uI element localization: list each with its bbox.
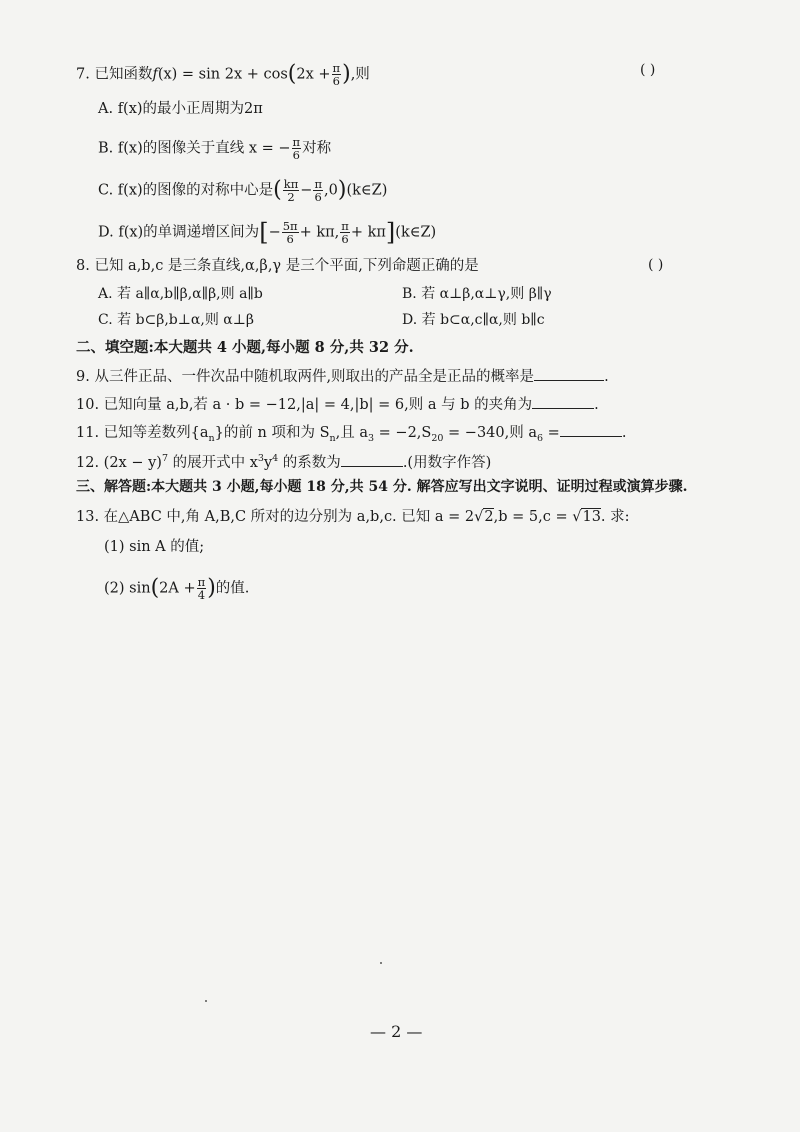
q13-part-2: (2) sin(2A + $\frac{\pi}{4}$ )的值. <box>104 575 250 602</box>
q13-stem: 13. 在△ABC 中,角 A,B,C 所对的边分别为 a,b,c. 已知 a = 2√2,b = 5,c = √13. 求: <box>76 509 630 525</box>
q7-option-d: D. f(x)的单调递增区间为[− $\frac{5\pi}{6}$ + kπ, $\frac{\pi}{6}$ + kπ](k∈Z) <box>98 218 437 247</box>
q7-option-c: C. f(x)的图像的对称中心是( $\frac{k\pi}{2}$ − $\frac{\pi}{6}$ ,0)(k∈Z) <box>98 177 388 204</box>
answer-blank <box>341 452 403 467</box>
section-3-heading: 三、解答题:本大题共 3 小题,每小题 18 分,共 54 分. 解答应写出文字说明、证明过程或演算步骤. <box>76 479 688 495</box>
page-number: — 2 — <box>370 1022 423 1041</box>
scan-speck <box>205 1000 207 1002</box>
q10: 10. 已知向量 a,b,若 a · b = −12,|a| = 4,|b| = 6,则 a 与 b 的夹角为 . <box>76 394 599 414</box>
q7-option-b: B. f(x)的图像关于直线 x = − $\frac{\pi}{6}$ 对称 <box>98 135 332 162</box>
pi-over-6: $\frac{\pi}{6}$ <box>332 61 341 88</box>
answer-blank <box>532 394 594 409</box>
answer-blank <box>560 422 622 437</box>
answer-blank <box>534 366 604 381</box>
q11: 11. 已知等差数列$\{a_n\}$的前 n 项和为 $S_n$,且 $a_3 = -2,S_{20} = -340$,则 $a_6$ = . <box>76 422 626 448</box>
q8-answer-paren: ( ) <box>648 257 664 273</box>
section-2-heading: 二、填空题:本大题共 4 小题,每小题 8 分,共 32 分. <box>76 339 414 356</box>
q8-option-a: A. 若 a∥α,b∥β,α∥β,则 a∥b <box>98 286 263 302</box>
q8-option-d: D. 若 b⊂α,c∥α,则 b∥c <box>402 312 545 328</box>
q8-stem: 8. 已知 a,b,c 是三条直线,α,β,γ 是三个平面,下列命题正确的是 <box>76 258 479 274</box>
q9: 9. 从三件正品、一件次品中随机取两件,则取出的产品全是正品的概率是 . <box>76 366 609 386</box>
q8-option-c: C. 若 b⊂β,b⊥α,则 α⊥β <box>98 312 254 328</box>
q7-answer-paren: ( ) <box>640 62 656 78</box>
scan-speck <box>380 962 382 964</box>
q13-part-1: (1) sin A 的值; <box>104 539 205 555</box>
q7-stem: 7. 已知函数f(x) = sin 2x + cos(2x + $\frac{\pi}{6}$ ),则 <box>76 61 370 88</box>
q8-option-b: B. 若 α⊥β,α⊥γ,则 β∥γ <box>402 286 552 302</box>
q12: 12. $(2x - y)^7$ 的展开式中 $x^3y^4$ 的系数为 .(用数字作答) <box>76 453 492 471</box>
q7-option-a: A. f(x)的最小正周期为2π <box>98 101 263 117</box>
